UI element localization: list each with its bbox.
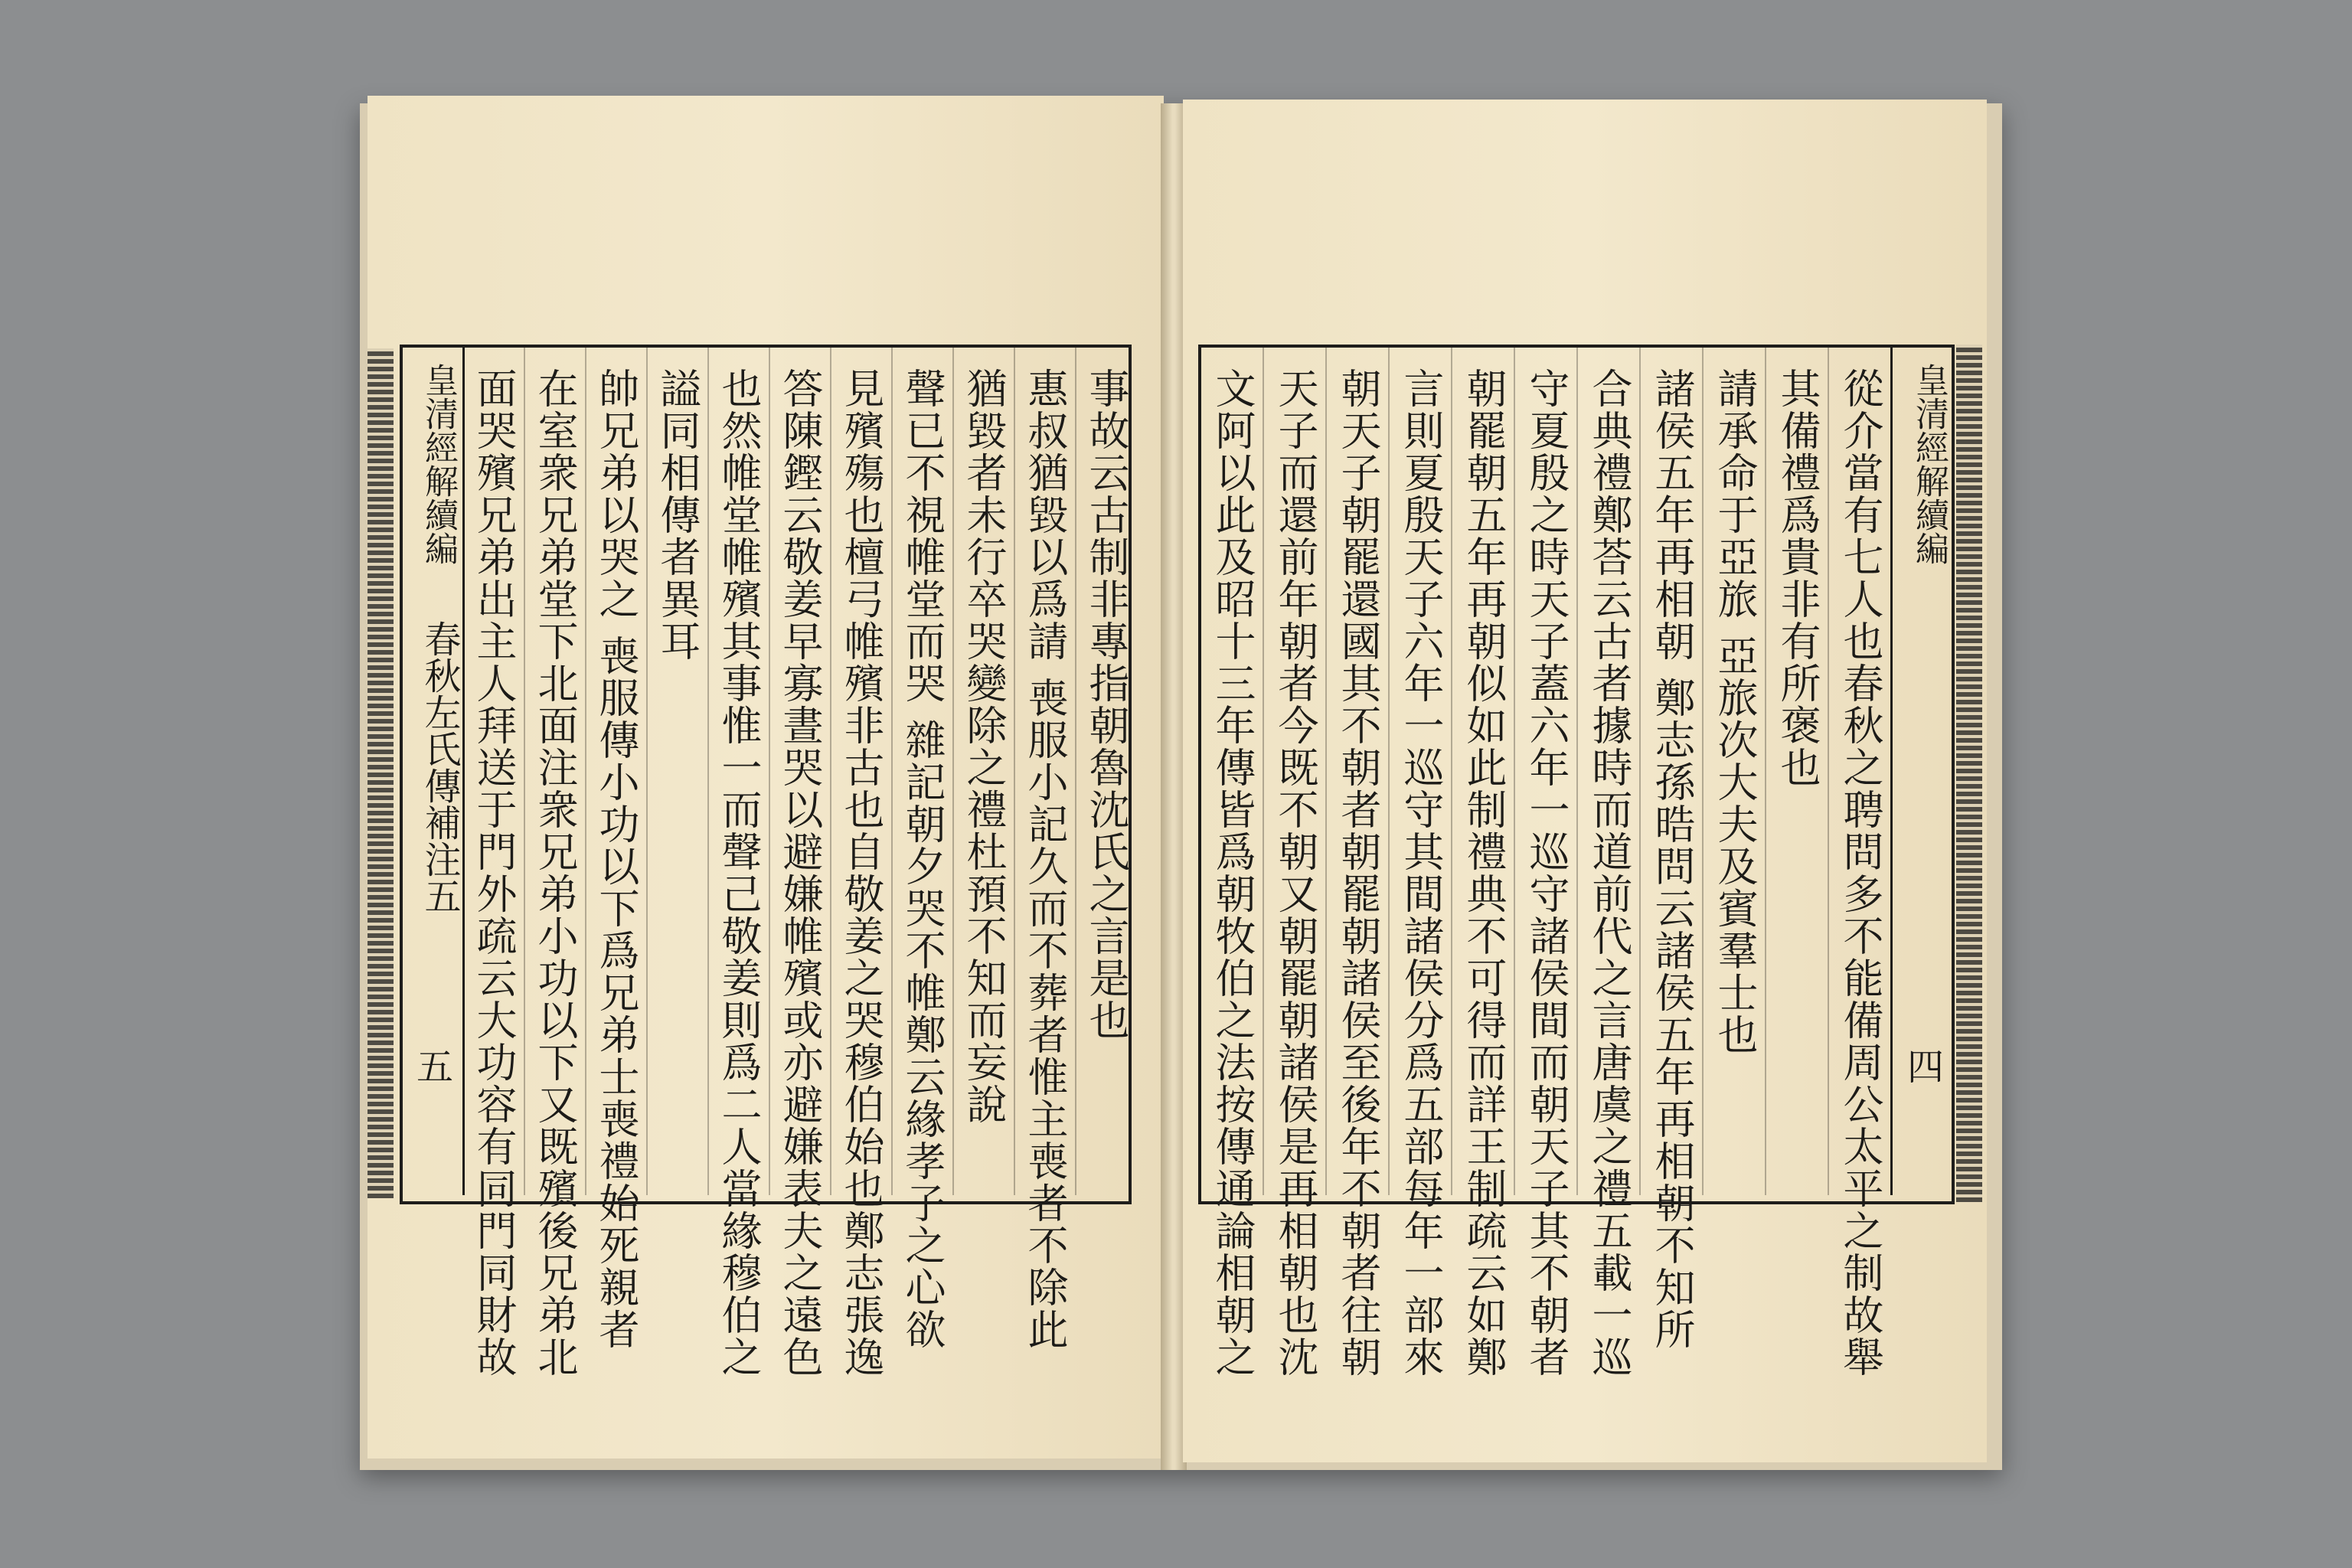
left-col-10: 在室衆兄弟堂下北面注衆兄弟小功以下又既殯後兄弟北: [531, 368, 578, 1378]
right-col-1: 從介當有七人也春秋之聘問多不能備周公太平之制故舉: [1837, 368, 1883, 1378]
left-col-7: 也然帷堂帷殯其事惟一而聲己敬姜則爲二人當緣穆伯之: [715, 368, 762, 1378]
col-rule: [1075, 348, 1076, 1195]
left-col-5: 見殯殤也檀弓帷殯非古也自敬姜之哭穆伯始也鄭志張逸: [838, 368, 884, 1378]
left-banxin-rule: [462, 348, 465, 1195]
open-book: [360, 96, 2002, 1481]
left-text-block: [400, 345, 1135, 1455]
right-text-block: [1198, 345, 1964, 1455]
left-col-2: 惠叔猶毀以爲請 喪服小記久而不葬者惟主喪者不除此: [1021, 368, 1068, 1351]
right-col-6: 守夏殷之時天子蓋六年一巡守諸侯間而朝天子其不朝者: [1523, 368, 1570, 1378]
left-margin-title: 皇清經解續編: [419, 363, 458, 565]
col-rule: [1828, 348, 1829, 1195]
col-rule: [524, 348, 525, 1195]
col-rule: [585, 348, 586, 1195]
left-col-9: 帥兄弟以哭之 喪服傳小功以下爲兄弟士喪禮始死親者: [593, 368, 639, 1351]
left-margin-section: 春秋左氏傳補注五: [418, 620, 461, 914]
left-col-6: 答陳鏗云敬姜早寡晝哭以避嫌帷殯或亦避嫌表夫之遠色: [776, 368, 823, 1378]
right-banxin-rule: [1890, 348, 1893, 1195]
col-rule: [1263, 348, 1264, 1195]
right-col-4: 諸侯五年再相朝 鄭志孫晧問云諸侯五年再相朝不知所: [1648, 368, 1695, 1351]
left-col-4: 聲已不視帷堂而哭 雜記朝夕哭不帷鄭云緣孝子之心欲: [899, 368, 946, 1351]
right-col-7: 朝罷朝五年再朝似如此制禮典不可得而詳王制疏云如鄭: [1460, 368, 1507, 1378]
left-col-3: 猶毀者未行卒哭變除之禮杜預不知而妄說: [960, 368, 1007, 1125]
col-rule: [1325, 348, 1327, 1195]
col-rule: [1765, 348, 1766, 1195]
left-col-8: 謚同相傳者異耳: [654, 368, 701, 662]
right-col-3: 請承命于亞旅 亞旅次大夫及賓羣士也: [1711, 368, 1758, 1056]
col-rule: [707, 348, 709, 1195]
col-rule: [646, 348, 648, 1195]
right-col-5: 合典禮鄭荅云古者據時而道前代之言唐虞之禮五載一巡: [1586, 368, 1632, 1378]
col-rule: [952, 348, 954, 1195]
col-rule: [1639, 348, 1641, 1195]
col-rule: [1014, 348, 1015, 1195]
right-page: [1183, 100, 1987, 1462]
col-rule: [830, 348, 831, 1195]
col-rule: [891, 348, 893, 1195]
right-margin-title: 皇清經解續編: [1909, 363, 1949, 565]
right-col-10: 天子而還前年朝者今既不朝又朝罷朝諸侯是再相朝也沈: [1272, 368, 1318, 1378]
left-fore-edge: [368, 348, 394, 1198]
right-col-11: 文阿以此及昭十三年傳皆爲朝牧伯之法按傳通論相朝之: [1209, 368, 1256, 1378]
col-rule: [1388, 348, 1390, 1195]
right-col-8: 言則夏殷天子六年一巡守其間諸侯分爲五部每年一部來: [1397, 368, 1444, 1378]
col-rule: [1702, 348, 1704, 1195]
left-col-1: 事故云古制非專指朝魯沈氏之言是也: [1083, 368, 1129, 1041]
left-col-11: 面哭殯兄弟出主人拜送于門外疏云大功容有同門同財故: [470, 368, 517, 1378]
right-col-2: 其備禮爲貴非有所褒也: [1774, 368, 1821, 789]
col-rule: [1576, 348, 1578, 1195]
left-page: [368, 96, 1164, 1459]
col-rule: [769, 348, 770, 1195]
right-col-9: 朝天子朝罷還國其不朝者朝罷朝諸侯至後年不朝者往朝: [1334, 368, 1381, 1378]
left-page-number: 五: [416, 1046, 454, 1089]
col-rule: [1451, 348, 1452, 1195]
right-page-number: 四: [1907, 1046, 1945, 1089]
col-rule: [1514, 348, 1515, 1195]
